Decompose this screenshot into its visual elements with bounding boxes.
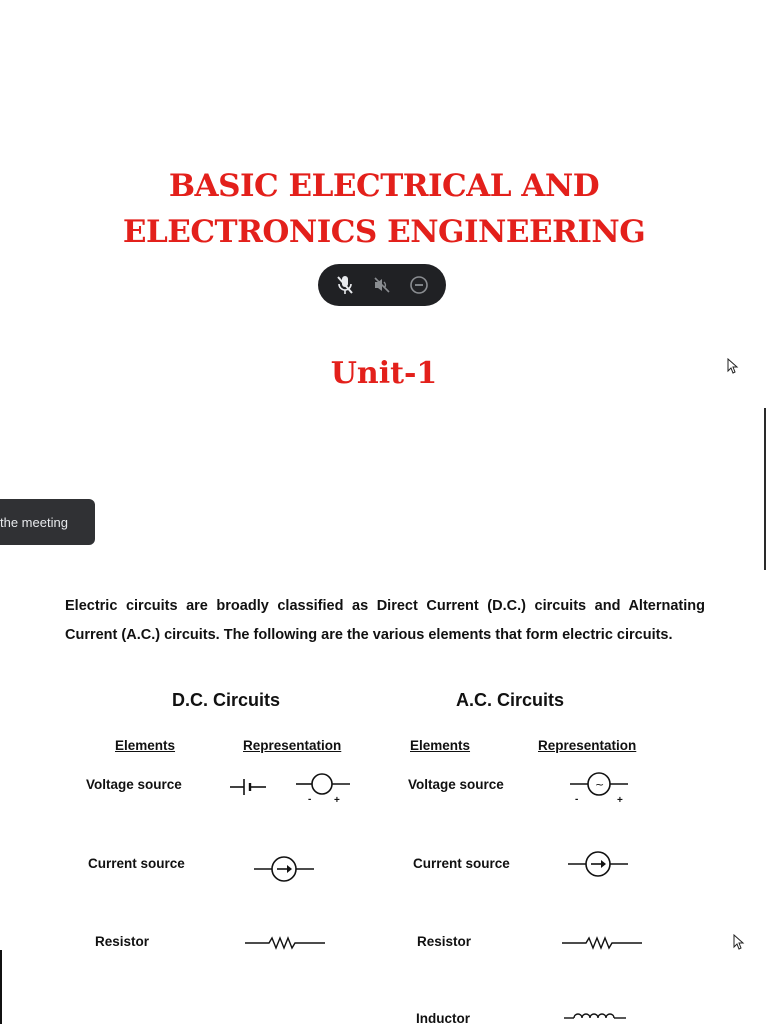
dc-representation-header: Representation xyxy=(243,738,342,753)
dc-voltage-plus: + xyxy=(334,795,340,806)
intro-paragraph: Electric circuits are broadly classified as Direct Current (D.C.) circuits and Alternating Current (A.C.) circuits. The following are the various elements that form electric circuits. xyxy=(65,598,705,643)
ac-resistor-label: Resistor xyxy=(417,934,472,949)
dc-voltage-source-symbol xyxy=(296,770,352,806)
dc-circuits-heading: D.C. Circuits xyxy=(172,690,281,710)
dc-resistor-label: Resistor xyxy=(95,934,150,949)
dc-battery-symbol xyxy=(228,774,268,800)
mouse-cursor-icon xyxy=(727,358,739,374)
dc-current-source-label: Current source xyxy=(88,856,185,871)
ac-circuits-heading: A.C. Circuits xyxy=(456,690,565,710)
meeting-toast xyxy=(0,499,95,545)
dc-voltage-minus: - xyxy=(308,794,312,805)
document-page xyxy=(0,574,768,1024)
minus-circle-icon xyxy=(409,275,429,295)
speaker-off-button[interactable] xyxy=(368,271,396,299)
dc-current-source-symbol xyxy=(254,852,314,886)
ac-resistor-symbol xyxy=(562,934,642,952)
dc-elements-header: Elements xyxy=(115,738,176,753)
slide-title-line1: BASIC ELECTRICAL AND xyxy=(168,168,600,204)
dc-resistor-symbol xyxy=(245,934,325,952)
ac-representation-header: Representation xyxy=(538,738,637,753)
ac-voltage-source-symbol xyxy=(570,770,630,806)
ac-symbol-tilde: ~ xyxy=(595,778,605,791)
minus-circle-button[interactable] xyxy=(405,271,433,299)
meeting-controls-bar xyxy=(318,264,446,306)
toast-text: the meeting xyxy=(0,514,68,530)
mouse-cursor-icon-2 xyxy=(733,934,745,950)
ac-elements-header: Elements xyxy=(410,738,471,753)
ac-voltage-minus: - xyxy=(575,794,579,805)
ac-current-source-label: Current source xyxy=(413,856,510,871)
mic-off-icon xyxy=(335,274,355,296)
dc-voltage-source-label: Voltage source xyxy=(86,777,182,792)
ac-voltage-source-label: Voltage source xyxy=(408,777,504,792)
slide-edge-divider xyxy=(764,408,766,570)
ac-current-source-symbol xyxy=(568,847,628,881)
ac-voltage-plus: + xyxy=(617,795,623,806)
ac-inductor-symbol xyxy=(564,1006,630,1024)
page-left-edge xyxy=(0,950,2,1024)
speaker-off-icon xyxy=(372,275,392,295)
slide-unit-label: Unit-1 xyxy=(330,356,438,391)
slide-title-line2: ELECTRONICS ENGINEERING xyxy=(122,214,646,250)
mic-off-button[interactable] xyxy=(331,271,359,299)
ac-inductor-label: Inductor xyxy=(416,1011,470,1026)
